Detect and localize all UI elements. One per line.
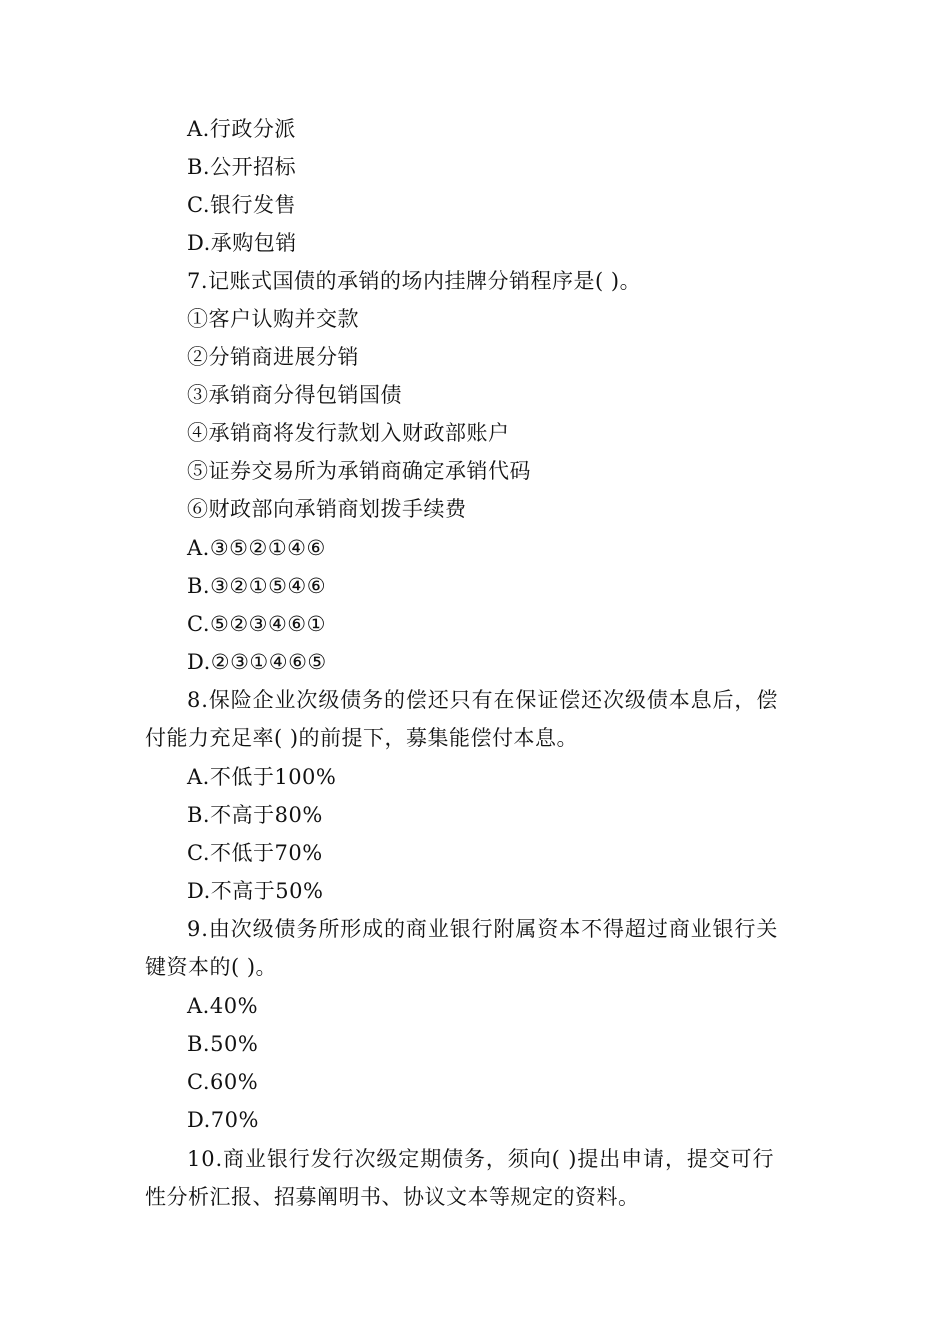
option-c-q6: C.银行发售 (187, 193, 296, 217)
option-a-q8: A.不低于100% (187, 765, 337, 789)
question-8-line-1: 8.保险企业次级债务的偿还只有在保证偿还次级债本息后，偿 (187, 688, 779, 712)
option-d-q6: D.承购包销 (187, 231, 297, 255)
option-d-q8: D.不高于50% (187, 879, 324, 903)
question-7: 7.记账式国债的承销的场内挂牌分销程序是( )。 (187, 269, 642, 293)
step-1: ①客户认购并交款 (187, 307, 359, 331)
option-a-q9: A.40% (187, 994, 259, 1018)
option-c-q7: C.⑤②③④⑥① (187, 612, 326, 636)
question-10-line-1: 10.商业银行发行次级定期债务，须向( )提出申请，提交可行 (187, 1147, 775, 1171)
question-9-line-2: 键资本的( )。 (145, 955, 278, 979)
option-c-q8: C.不低于70% (187, 841, 323, 865)
step-2: ②分销商进展分销 (187, 345, 359, 369)
option-c-q9: C.60% (187, 1070, 259, 1094)
question-8-line-2: 付能力充足率( )的前提下，募集能偿付本息。 (145, 726, 579, 750)
step-3: ③承销商分得包销国债 (187, 383, 402, 407)
option-d-q9: D.70% (187, 1108, 259, 1132)
option-a-q7: A.③⑤②①④⑥ (187, 536, 326, 560)
question-9-line-1: 9.由次级债务所形成的商业银行附属资本不得超过商业银行关 (187, 917, 779, 941)
option-a-q6: A.行政分派 (187, 117, 296, 141)
question-10-line-2: 性分析汇报、招募阐明书、协议文本等规定的资料。 (145, 1185, 640, 1209)
step-6: ⑥财政部向承销商划拨手续费 (187, 497, 467, 521)
step-5: ⑤证券交易所为承销商确定承销代码 (187, 459, 531, 483)
option-d-q7: D.②③①④⑥⑤ (187, 650, 327, 674)
option-b-q6: B.公开招标 (187, 155, 297, 179)
option-b-q7: B.③②①⑤④⑥ (187, 574, 327, 598)
option-b-q8: B.不高于80% (187, 803, 323, 827)
step-4: ④承销商将发行款划入财政部账户 (187, 421, 510, 445)
option-b-q9: B.50% (187, 1032, 259, 1056)
